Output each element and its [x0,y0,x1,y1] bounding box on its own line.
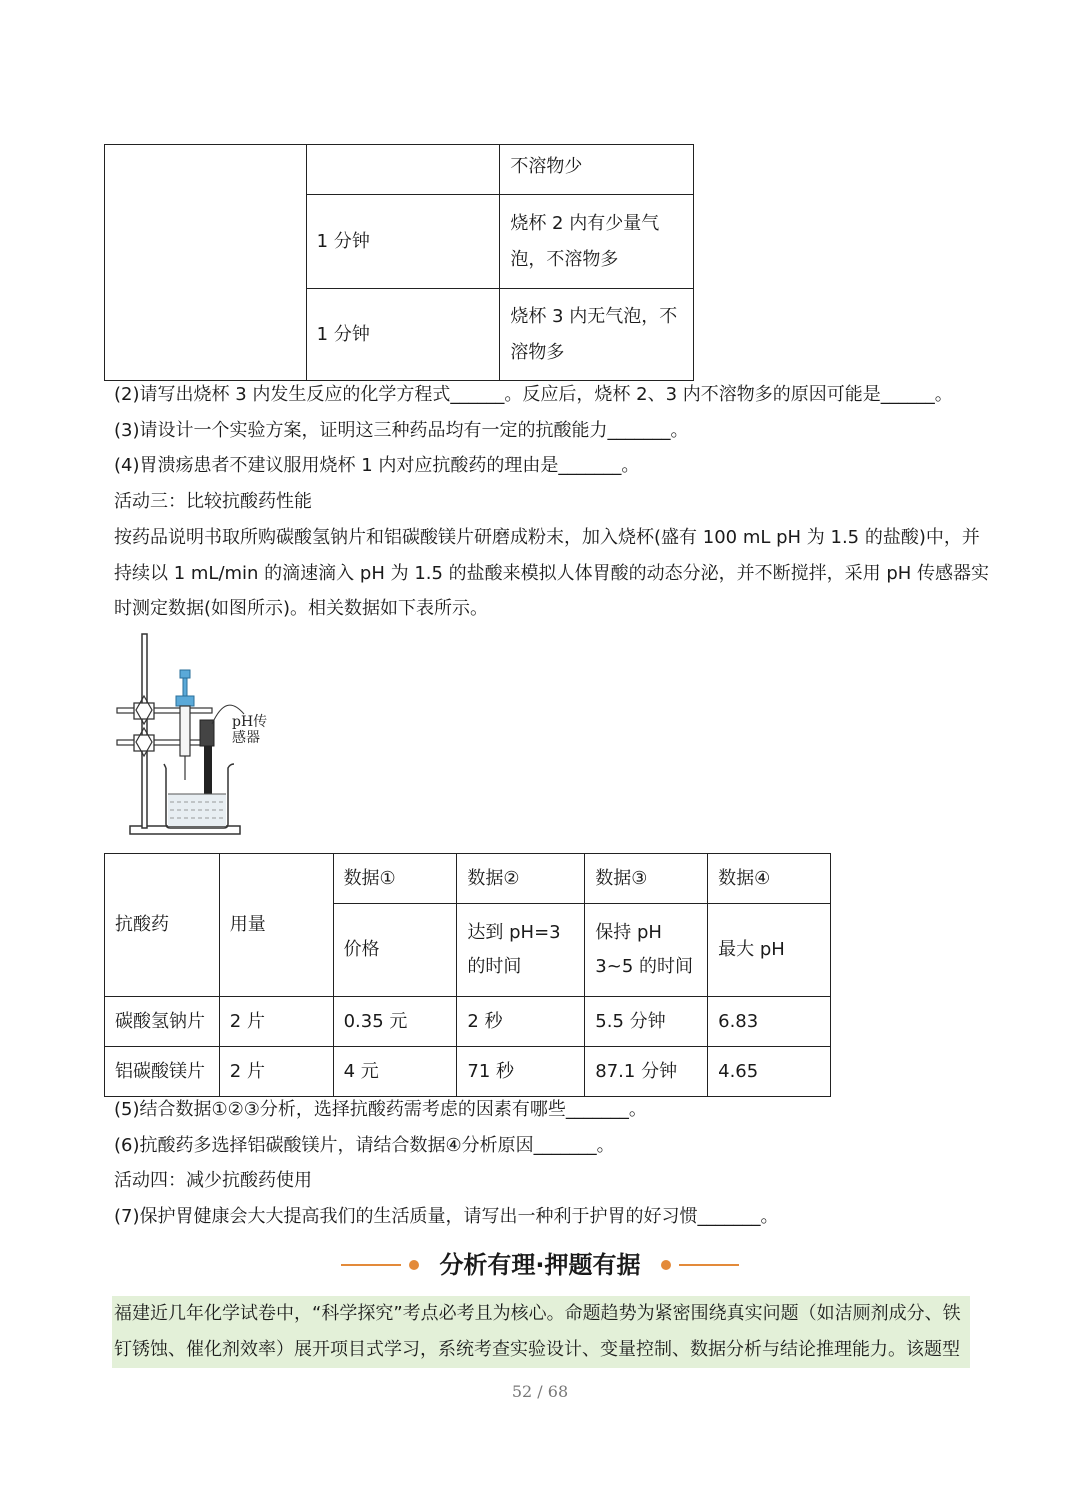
dot-icon [409,1260,419,1270]
table-cell: 87.1 分钟 [585,1047,708,1097]
question-7: (7)保护胃健康会大大提高我们的生活质量，请写出一种利于护胃的好习惯_______。 [114,1206,779,1227]
header-cell: 数据③ [585,854,708,904]
apparatus-figure [112,630,292,845]
activity-4-heading: 活动四：减少抗酸药使用 [114,1170,312,1191]
header-cell: 保持 pH 3~5 的时间 [585,904,708,997]
table-cell [306,145,500,195]
question-4: (4)胃溃疡患者不建议服用烧杯 1 内对应抗酸药的理由是_______。 [114,455,640,476]
table-cell: 2 秒 [457,997,585,1047]
table-cell: 铝碳酸镁片 [105,1047,220,1097]
question-3: (3)请设计一个实验方案，证明这三种药品均有一定的抗酸能力_______。 [114,420,689,441]
left-rule-icon [341,1264,401,1266]
table-cell: 碳酸氢钠片 [105,997,220,1047]
header-cell: 价格 [333,904,457,997]
page-number: 52 / 68 [511,1382,569,1401]
experiment-table [104,144,694,381]
sensor-label-line: pH传 [232,714,268,730]
header-cell: 用量 [219,854,333,997]
paragraph-line: 按药品说明书取所购碳酸氢钠片和铝碳酸镁片研磨成粉末，加入烧杯(盛有 100 mL pH 为 1.5 的盐酸)中，并 [114,527,980,548]
table-cell: 71 秒 [457,1047,585,1097]
question-6: (6)抗酸药多选择铝碳酸镁片，请结合数据④分析原因_______。 [114,1135,615,1156]
table-cell: 不溶物少 [500,145,694,195]
table-cell: 1 分钟 [306,289,500,381]
table-cell: 0.35 元 [333,997,457,1047]
table-row [105,997,831,1047]
table-cell: 6.83 [708,997,831,1047]
activity-3-heading: 活动三：比较抗酸药性能 [114,491,312,512]
table-cell: 2 片 [219,997,333,1047]
table-cell: 5.5 分钟 [585,997,708,1047]
table-row [105,1047,831,1097]
dot-icon [661,1260,671,1270]
paragraph-line: 持续以 1 mL/min 的滴速滴入 pH 为 1.5 的盐酸来模拟人体胃酸的动态分泌，并不断搅拌，采用 pH 传感器实 [114,563,990,584]
question-5: (5)结合数据①②③分析，选择抗酸药需考虑的因素有哪些_______。 [114,1099,647,1120]
right-rule-icon [679,1264,739,1266]
section-heading [0,1244,1080,1285]
header-cell: 数据④ [708,854,831,904]
header-cell: 数据② [457,854,585,904]
question-2: (2)请写出烧杯 3 内发生反应的化学方程式______。反应后，烧杯 2、3 内不溶物多的原因可能是______。 [114,384,953,405]
analysis-line: 钉锈蚀、催化剂效率）展开项目式学习，系统考查实验设计、变量控制、数据分析与结论推理能力。该题型 [114,1339,960,1360]
table-cell [105,145,307,381]
analysis-highlight [112,1296,970,1368]
header-cell: 最大 pH [708,904,831,997]
sensor-label [232,714,267,746]
table-cell: 4 元 [333,1047,457,1097]
sensor-label-line: 感器 [232,730,260,746]
analysis-line: 福建近几年化学试卷中，“科学探究”考点必考且为核心。命题趋势为紧密围绕真实问题（如洁厕剂成分、铁 [114,1303,961,1324]
antacid-data-table [104,853,831,1097]
header-cell: 数据① [333,854,457,904]
table-cell: 烧杯 3 内无气泡，不溶物多 [500,289,694,381]
header-cell: 抗酸药 [105,854,220,997]
header-cell: 达到 pH=3 的时间 [457,904,585,997]
paragraph-line: 时测定数据(如图所示)。相关数据如下表所示。 [114,598,489,619]
section-title: 分析有理·押题有据 [439,1251,641,1279]
table-cell: 4.65 [708,1047,831,1097]
table-cell: 烧杯 2 内有少量气泡，不溶物多 [500,195,694,289]
table-cell: 2 片 [219,1047,333,1097]
table-cell: 1 分钟 [306,195,500,289]
